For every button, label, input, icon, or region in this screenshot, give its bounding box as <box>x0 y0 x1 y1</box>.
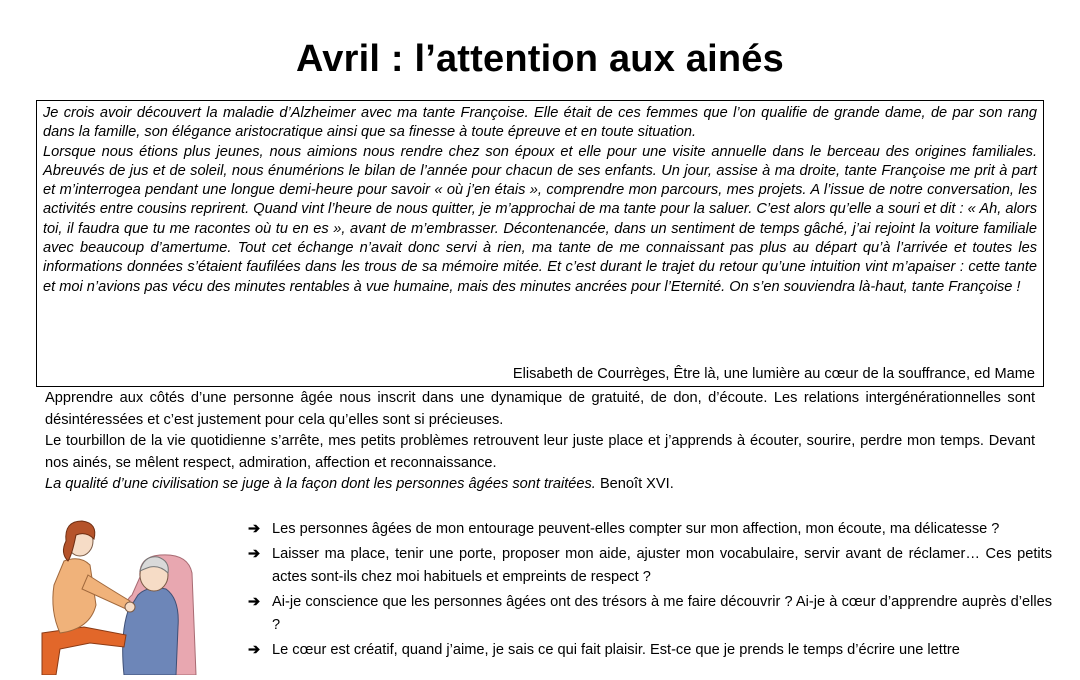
closing-citation <box>45 474 1035 496</box>
closing-citation-author: Benoît XVI. <box>599 476 674 492</box>
question-item <box>248 543 1052 589</box>
page-title: Avril : l’attention aux ainés <box>296 38 784 80</box>
visit-illustration <box>20 515 230 675</box>
testimony-paragraph-2: Lorsque nous étions plus jeunes, nous aimions nous rendre chez son époux et elle pour une visite annuelle dans le berceau des origines familiales. Abreuvés de jus et de soleil, nous énumérions le bilan de l’année pour chacun de ses enfants. Un jour, assise à ma droite, tante Françoise me prit à part et m’interrogea pendant une longue demi-heure pour savoir « où j’en étais », comprendre mon parcours, mes projets. A l’issue de notre conversation, les activités entre cousins reprirent. Quand vint l’heure de nous quitter, je m’approchai de ma tante pour la saluer. C’est alors qu’elle a souri et dit : « Ah, alors toi, il faudra que tu me racontes où tu en es », avant de m’embrasser. Décontenancée, dans un sentiment de temps gâché, j’ai rejoint la voiture familiale avec beaucoup d’amertume. Tout cet échange n’avait donc servi à rien, ma tante de me connaissant pas plus au départ qu’à l’arrivée et toutes les informations données s’étaient faufilées dans les trous de sa mémoire mitée. Et c’est durant le trajet du retour qu’une intuition vint m’apaiser : cette tante et moi n’avions pas vécu des minutes rentables à vue humaine, mais des minutes ancrées pour l’Eternité. On s’en souviendra là-haut, tante Françoise ! <box>43 143 1037 295</box>
reflection-text <box>45 388 1035 496</box>
testimony-source: Elisabeth de Courrèges, Être là, une lumière au cœur de la souffrance, ed Mame <box>512 366 1035 382</box>
arrow-right-icon: ➔ <box>248 546 261 562</box>
reflection-paragraph-1: Apprendre aux côtés d’une personne âgée nous inscrit dans une dynamique de gratuité, de don, d’écoute. Les relations intergénérationnelles sont désintéressées et c’est justement pour cela qu’elles sont si précieuses. <box>45 390 1035 428</box>
question-text: Laisser ma place, tenir une porte, proposer mon aide, ajuster mon vocabulaire, servir avant de réclamer… Ces petits actes sont-ils chez moi habituels et empreints de respect ? <box>272 546 1052 585</box>
testimony-box <box>36 100 1044 387</box>
closing-citation-quote: La qualité d’une civilisation se juge à la façon dont les personnes âgées sont traitées. <box>45 476 596 492</box>
question-text: Le cœur est créatif, quand j’aime, je sais ce qui fait plaisir. Est-ce que je prends le temps d’écrire une lettre <box>272 642 960 658</box>
question-item <box>248 591 1052 637</box>
arrow-right-icon: ➔ <box>248 642 261 658</box>
reflection-paragraph-2: Le tourbillon de la vie quotidienne s’arrête, mes petits problèmes retrouvent leur juste place et j’apprends à écouter, sourire, perdre mon temps. Devant nos ainés, se mêlent respect, admiration, affection et reconnaissance. <box>45 433 1035 471</box>
question-text: Ai-je conscience que les personnes âgées ont des trésors à me faire découvrir ? Ai-je à cœur d’apprendre auprès d’elles ? <box>272 594 1052 633</box>
testimony-paragraph-1: Je crois avoir découvert la maladie d’Alzheimer avec ma tante Françoise. Elle était de ces femmes que l’on qualifie de grande dame, de par son rang dans la famille, son élégance aristocratique ainsi que sa finesse à toute épreuve et en toute situation. <box>43 105 1037 141</box>
arrow-right-icon: ➔ <box>248 521 261 537</box>
question-item <box>248 639 1052 662</box>
arrow-right-icon: ➔ <box>248 594 261 610</box>
reflection-questions <box>248 518 1052 664</box>
question-item <box>248 518 1052 541</box>
question-text: Les personnes âgées de mon entourage peuvent-elles compter sur mon affection, mon écoute, ma délicatesse ? <box>272 521 1000 537</box>
testimony-text <box>43 104 1037 297</box>
young-woman-visiting-elderly-woman-drawing <box>20 515 230 675</box>
